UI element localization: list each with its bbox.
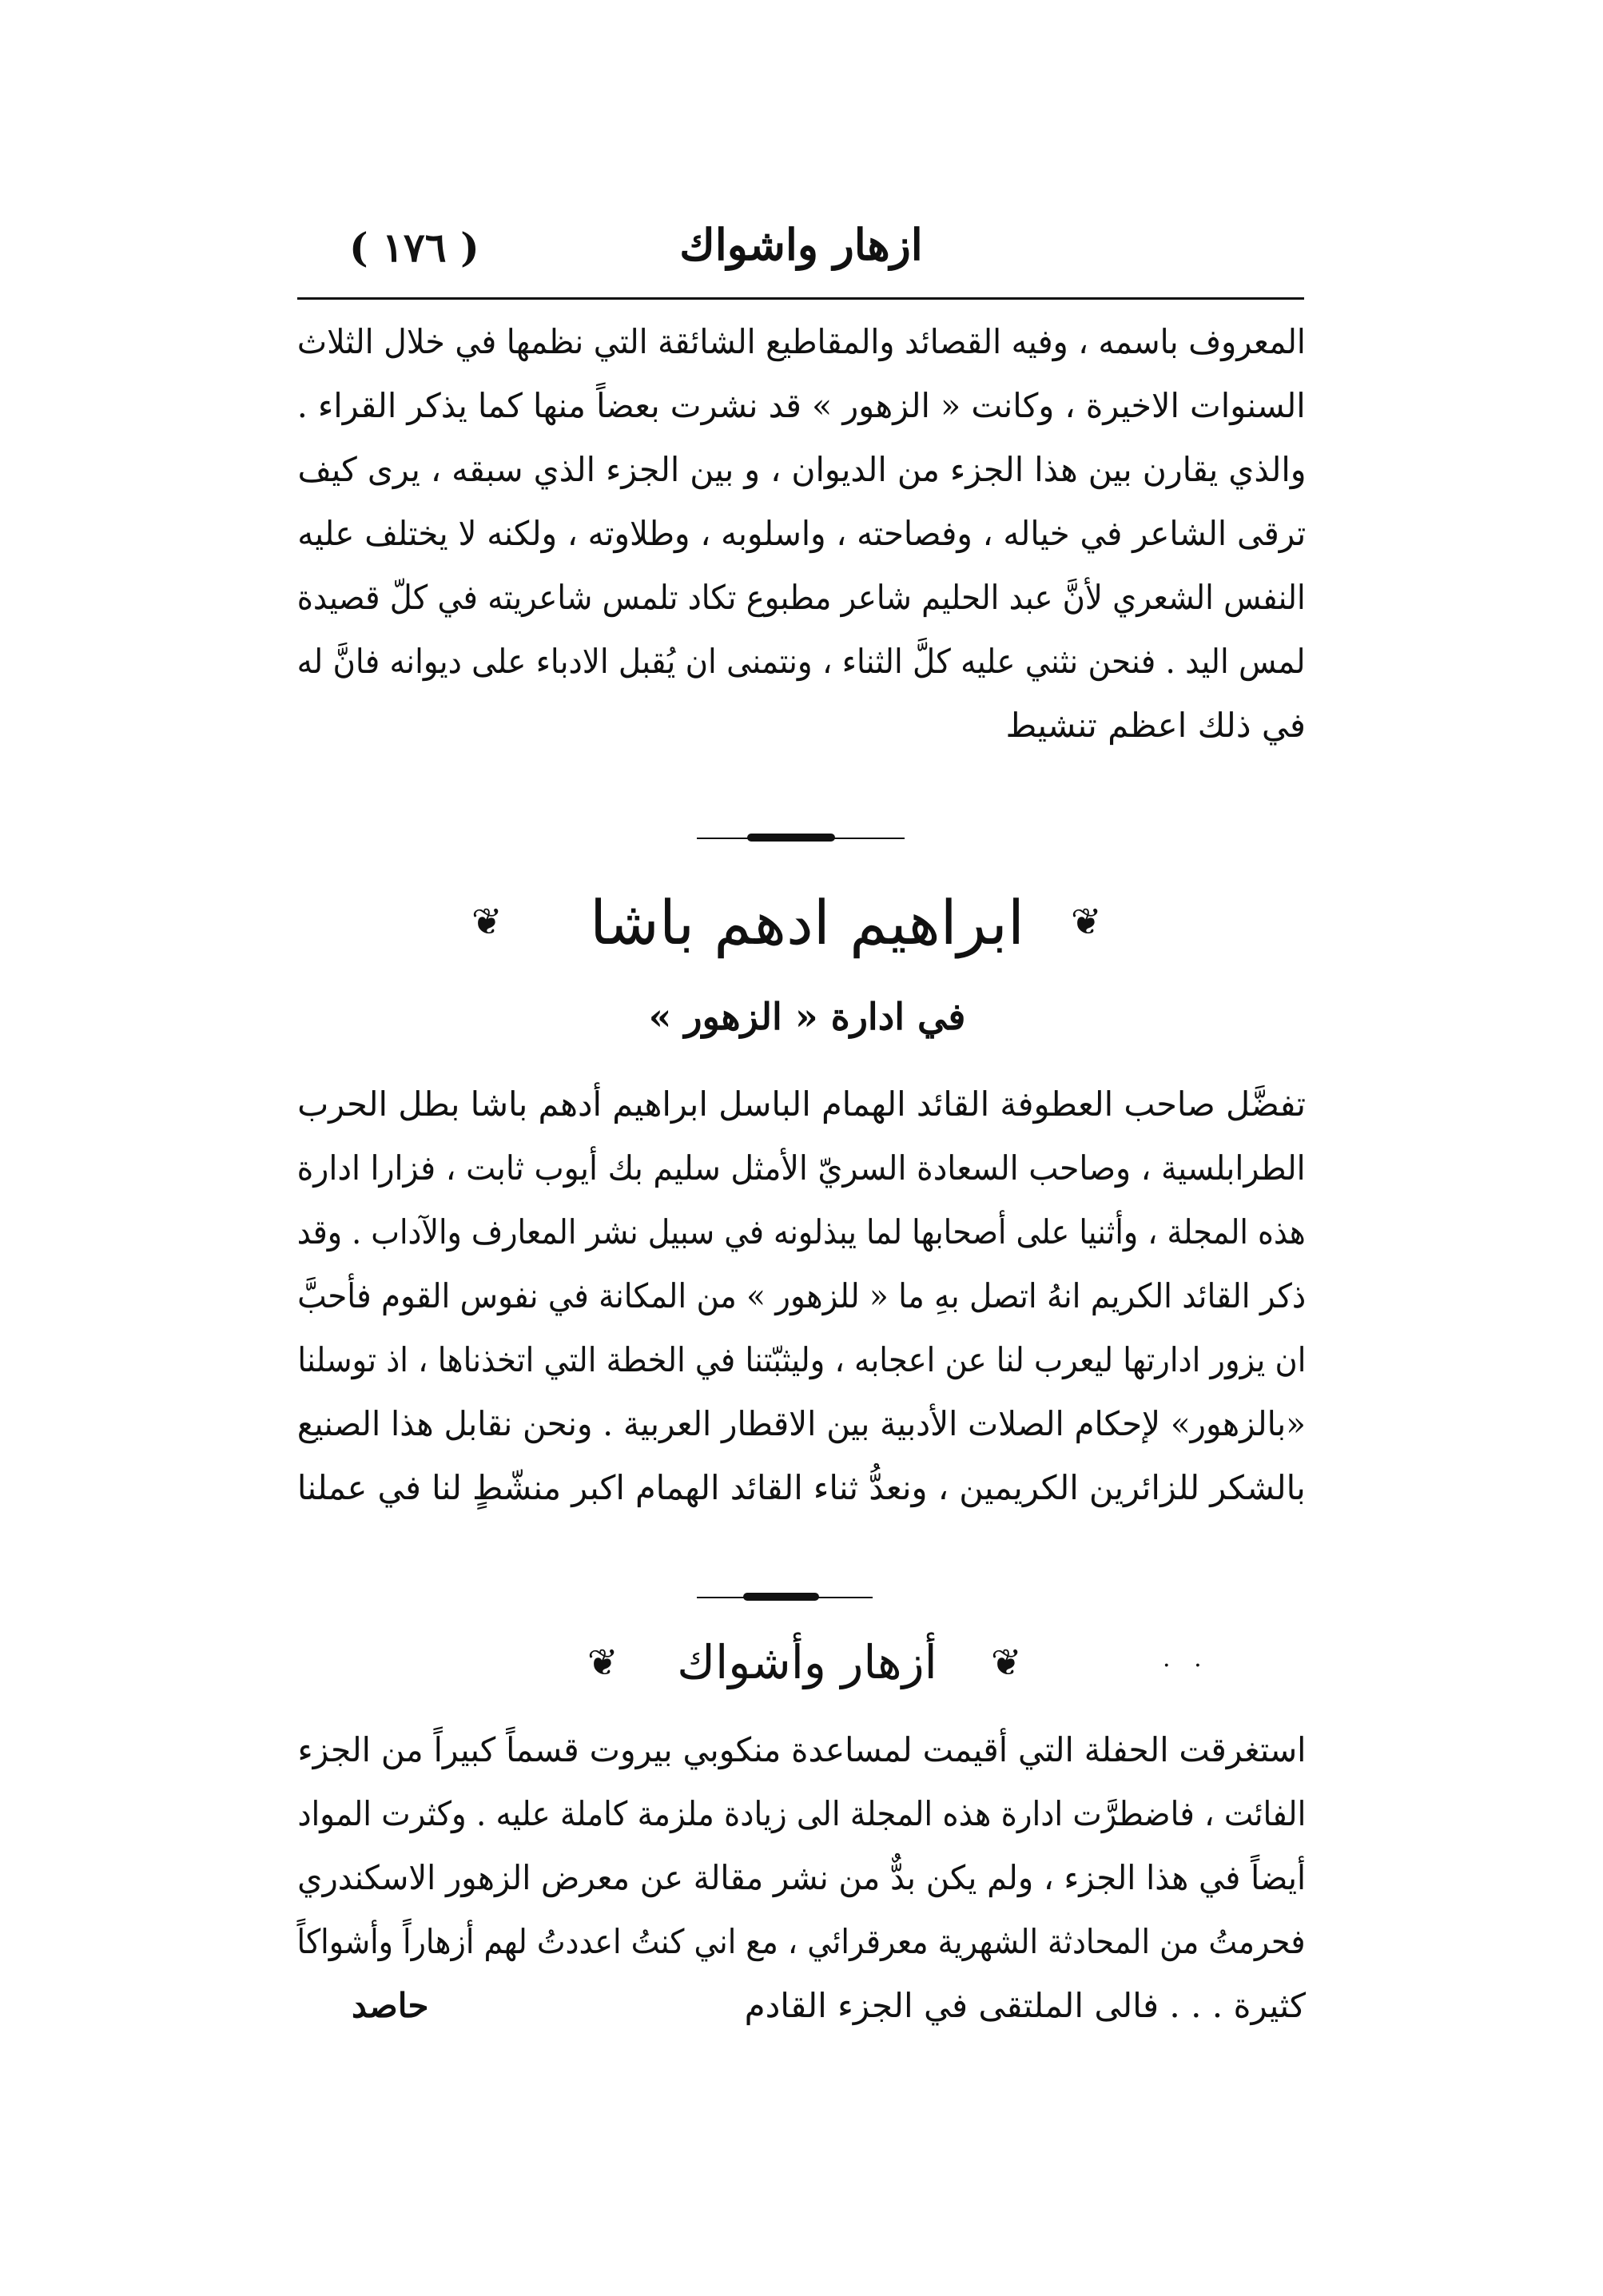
text-line: لمس اليد . فنحن نثني عليه كلَّ الثناء ، ونتمنى ان يُقبل الادباء على ديوانه فانَّ له xyxy=(297,642,1306,681)
author-signature: حاصد xyxy=(352,1986,429,2025)
right-flourish-icon: ❦ xyxy=(991,1641,1022,1684)
text-line: السنوات الاخيرة ، وكانت « الزهور » قد نشرت بعضاً منها كما يذكر القراء . xyxy=(297,386,1306,425)
section-subheading: في ادارة « الزهور » xyxy=(648,995,966,1038)
divider-knot xyxy=(743,1593,819,1601)
text-line: ان يزور ادارتها ليعرب لنا عن اعجابه ، وليثبّتنا في الخطة التي اتخذناها ، اذ توسلنا xyxy=(297,1340,1306,1379)
text-line: استغرقت الحفلة التي أقيمت لمساعدة منكوبي بيروت قسماً كبيراً من الجزء xyxy=(297,1730,1306,1769)
text-line: هذه المجلة ، وأثنيا على أصحابها لما يبذلونه في سبيل نشر المعارف والآداب . وقد xyxy=(297,1212,1306,1251)
right-flourish-icon: ❦ xyxy=(1071,900,1102,943)
divider-knot xyxy=(747,834,835,842)
text-line: أيضاً في هذا الجزء ، ولم يكن بدٌّ من نشر مقالة عن معرض الزهور الاسكندري xyxy=(297,1858,1306,1897)
page-number: ( ١٧٦ ) xyxy=(349,224,479,271)
left-flourish-icon: ❦ xyxy=(587,1641,619,1684)
section-heading-azhar-ashwak: أزهار وأشواك xyxy=(677,1635,937,1689)
text-line: المعروف باسمه ، وفيه القصائد والمقاطيع الشائقة التي نظمها في خلال الثلاث xyxy=(297,322,1306,361)
text-line: ذكر القائد الكريم انهُ اتصل بهِ ما « للزهور » من المكانة في نفوس القوم فأحبَّ xyxy=(297,1276,1306,1315)
left-flourish-icon: ❦ xyxy=(471,900,503,943)
section-heading-ibrahim-adham: ابراهيم ادهم باشا xyxy=(590,887,1024,958)
text-line: الفائت ، فاضطرَّت ادارة هذه المجلة الى زيادة ملزمة كاملة عليه . وكثرت المواد xyxy=(297,1794,1306,1833)
text-line: بالشكر للزائرين الكريمين ، ونعدُّ ثناء القائد الهمام اكبر منشّطٍ لنا في عملنا xyxy=(297,1468,1306,1507)
stray-marks: . . xyxy=(1163,1645,1210,1673)
page-header xyxy=(276,206,1327,286)
text-line: تفضَّل صاحب العطوفة القائد الهمام الباسل ابراهيم أدهم باشا بطل الحرب xyxy=(297,1084,1306,1124)
text-line: الطرابلسية ، وصاحب السعادة السريّ الأمثل سليم بك أيوب ثابت ، فزارا ادارة xyxy=(297,1148,1306,1188)
text-line: كثيرة . . . فالى الملتقى في الجزء القادم xyxy=(744,1986,1306,2025)
text-line: فحرمتُ من المحادثة الشهرية معرقرائي ، مع اني كنتُ اعددتُ لهم أزهاراً وأشواكاً xyxy=(297,1922,1306,1961)
text-line: في ذلك اعظم تنشيط xyxy=(1005,706,1306,745)
paragraph-visit xyxy=(297,1072,1306,1520)
paragraph-diwan-review xyxy=(297,310,1306,758)
text-line: «بالزهور» لإحكام الصلات الأدبية بين الاقطار العربية . ونحن نقابل هذا الصنيع xyxy=(297,1404,1306,1443)
text-line: ترقى الشاعر في خياله ، وفصاحته ، واسلوبه ، وطلاوته ، ولكنه لا يختلف عليه xyxy=(297,514,1306,553)
running-title: ازهار واشواك xyxy=(679,219,923,270)
text-line: النفس الشعري لأنَّ عبد الحليم شاعر مطبوع تكاد تلمس شاعريته في كلّ قصيدة xyxy=(297,578,1306,617)
header-rule xyxy=(297,297,1304,300)
text-line: والذي يقارن بين هذا الجزء من الديوان ، و بين الجزء الذي سبقه ، يرى كيف xyxy=(297,450,1306,489)
paragraph-editor-note xyxy=(297,1718,1306,2038)
